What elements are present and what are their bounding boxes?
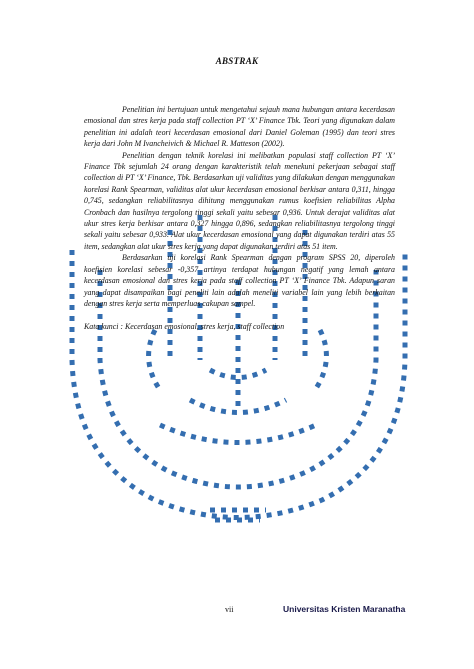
page-number: vii — [225, 605, 234, 614]
abstract-paragraph-2: Penelitian dengan teknik korelasi ini melibatkan populasi staff collection PT ‘X’ Finance Tbk sejumlah 24 orang dengan karakteristik telah menekuni pekerjaan sebagai staff collection di PT ‘X’ Finance, Tbk. Berdasarkan uji validitas yang dilakukan dengan menggunakan korelasi Rank Spearman, validitas alat ukur kecerdasan emosional berkisar antara 0,311, hingga 0,745, sedangkan reliabilitasnya dihitung menggunakan rumus koefisien reliabilitas Alpha Cronbach dan hasilnya tergolong tinggi sekali yaitu sebesar 0,936. Untuk derajat validitas alat ukur stres kerja berkisar antara 0,327 hingga 0,896, sedangkan reliabilitasnya tergolong tinggi sekali yaitu sebesar 0,933. Alat ukur kecerdasan emosional yang dapat digunakan terdiri atas 55 item, sedangkan alat ukur stres kerja yang dapat digunakan terdiri atas 51 item. — [84, 150, 395, 251]
keywords-line: Kata kunci : Kecerdasan emosional, stres kerja, staff collection — [84, 322, 285, 332]
abstract-body — [84, 104, 395, 341]
abstract-paragraph-1: Penelitian ini bertujuan untuk mengetahui sejauh mana hubungan antara kecerdasan emosional dan stres kerja pada staff collection PT ‘X’ Finance Tbk. Teori yang digunakan dalam penelitian ini adalah teori kecerdasan emosional dari Daniel Goleman (1995) dan teori stres kerja dari John M Ivancheivich & Michael R. Matteson (2002). — [84, 105, 395, 149]
abstract-title: ABSTRAK — [215, 56, 259, 66]
abstract-paragraph-3: Berdasarkan uji korelasi Rank Spearman dengan program SPSS 20, diperoleh koefisien korelasi sebesar -0,357 artinya terdapat hubungan negatif yang lemah antara kecerdasan emosional dan stres kerja pada staff collection PT ‘X’ Finance Tbk. Adapun saran yang dapat disampaikan bagi peneliti lain adalah meneliti variabel lain yang lebih berkaitan dengan stres kerja serta memperluas cakupan sampel. — [84, 253, 395, 308]
university-name: Universitas Kristen Maranatha — [283, 604, 406, 614]
